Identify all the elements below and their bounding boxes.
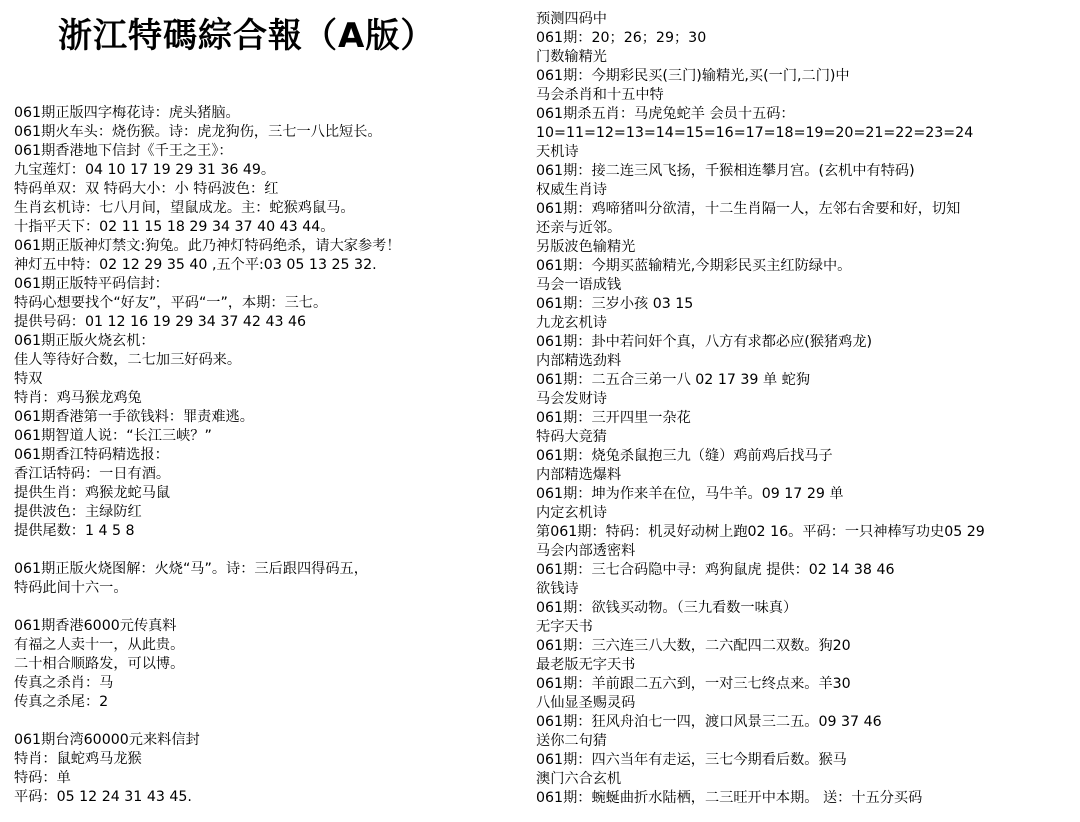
left-text-line: 提供生肖：鸡猴龙蛇马鼠: [14, 485, 171, 501]
left-text-line: 有福之人卖十一，从此贵。: [14, 637, 185, 653]
left-text-line: 061期智道人说：“长江三峡？”: [14, 428, 212, 444]
left-text-line: 061期正版火烧图解：火烧“马”。诗：三后跟四得码五，: [14, 561, 368, 577]
right-text-line: 061期：坤为作来羊在位，马牛羊。09 17 29 单: [536, 486, 844, 502]
left-text-line: 神灯五中特：02 12 29 35 40 ,五个平:03 05 13 25 32.: [14, 257, 377, 273]
right-text-line: 061期：烧兔杀鼠抱三九（缝）鸡前鸡后找马子: [536, 448, 833, 464]
right-text-line: 061期杀五肖：马虎兔蛇羊 会员十五码：: [536, 106, 795, 122]
right-text-line: 内部精选爆料: [536, 467, 622, 483]
right-text-line: 061期：今期彩民买(三门)输精光,买(一门,二门)中: [536, 68, 850, 84]
left-text-line: 十指平天下：02 11 15 18 29 34 37 40 43 44。: [14, 219, 335, 235]
left-text-line: 特双: [14, 371, 43, 387]
right-text-line: 061期：今期买蓝输精光,今期彩民买主红防绿中。: [536, 258, 852, 274]
right-text-line: 特码大竞猜: [536, 429, 607, 445]
left-text-line: 061期正版火烧玄机：: [14, 333, 155, 349]
left-text-line: 提供号码：01 12 16 19 29 34 37 42 43 46: [14, 314, 307, 330]
left-text-line: 特码：单: [14, 770, 71, 786]
right-text-line: 061期：三七合码隐中寻：鸡狗鼠虎 提供：02 14 38 46: [536, 562, 895, 578]
right-text-line: 九龙玄机诗: [536, 315, 607, 331]
left-text-line: 二十相合顺路发，可以博。: [14, 656, 185, 672]
right-text-line: 澳门六合玄机: [536, 771, 622, 787]
left-text-line: 传真之杀尾：2: [14, 694, 109, 710]
right-text-line: 061期：20；26；29；30: [536, 30, 707, 46]
left-text-line: 平码：05 12 24 31 43 45.: [14, 789, 192, 805]
right-column: [536, 10, 1076, 808]
right-text-line: 061期：三开四里一杂花: [536, 410, 691, 426]
right-text-line: 最老版无字天书: [536, 657, 636, 673]
left-text-line: 061期正版特平码信封：: [14, 276, 169, 292]
left-column: [14, 104, 524, 807]
blank-line: [14, 598, 524, 617]
right-text-line: 061期：三岁小孩 03 15: [536, 296, 694, 312]
right-text-line: 061期：卦中若问奸个真，八方有求都必应(猴猪鸡龙): [536, 334, 873, 350]
left-text-line: 特肖：鼠蛇鸡马龙猴: [14, 751, 142, 767]
left-text-line: 061期正版四字梅花诗：虎头猪脑。: [14, 105, 240, 121]
right-text-line: 权威生肖诗: [536, 182, 607, 198]
right-text-line: 八仙显圣赐灵码: [536, 695, 636, 711]
right-text-line: 内定玄机诗: [536, 505, 607, 521]
right-text-line: 061期：接二连三风飞扬，千猴相连攀月宫。(玄机中有特码): [536, 163, 915, 179]
left-text-line: 061期香港地下信封《千王之王》：: [14, 143, 233, 159]
right-text-line: 预测四码中: [536, 11, 607, 27]
right-text-line: 送你二句猜: [536, 733, 607, 749]
right-text-line: 无字天书: [536, 619, 593, 635]
right-text-line: 门数输精光: [536, 49, 607, 65]
blank-line: [14, 712, 524, 731]
left-text-line: 特码单双：双 特码大小：小 特码波色：红: [14, 181, 279, 197]
left-text-line: 061期香江特码精选报：: [14, 447, 169, 463]
right-text-line: 061期：狂风舟泊七一四，渡口风景三二五。09 37 46: [536, 714, 882, 730]
right-text-line: 另版波色输精光: [536, 239, 636, 255]
blank-line: [14, 541, 524, 560]
right-text-line: 马会发财诗: [536, 391, 607, 407]
left-text-line: 佳人等待好合数，二七加三好码来。: [14, 352, 242, 368]
right-text-line: 10=11=12=13=14=15=16=17=18=19=20=21=22=23=24: [536, 125, 974, 141]
left-text-line: 061期台湾60000元来料信封: [14, 732, 200, 748]
left-text-line: 生肖玄机诗：七八月间，望鼠成龙。主：蛇猴鸡鼠马。: [14, 200, 355, 216]
right-text-line: 061期：羊前跟二五六到，一对三七终点来。羊30: [536, 676, 851, 692]
page-title: 浙江特碼綜合報（A版）: [58, 16, 436, 56]
right-text-line: 061期：蜿蜒曲折水陆栖，二三旺开中本期。 送：十五分买码: [536, 790, 923, 806]
right-text-line: 马会一语成钱: [536, 277, 622, 293]
left-text-line: 特肖：鸡马猴龙鸡兔: [14, 390, 142, 406]
right-text-line: 061期：鸡啼猪叫分欲清，十二生肖隔一人，左邻右舍要和好，切知: [536, 201, 961, 217]
right-text-line: 马会内部透密料: [536, 543, 636, 559]
right-text-line: 061期：二五合三弟一八 02 17 39 单 蛇狗: [536, 372, 811, 388]
left-text-line: 特码心想要找个“好友”，平码“一”，本期：三七。: [14, 295, 328, 311]
right-text-line: 061期：欲钱买动物。（三九看数一味真）: [536, 600, 798, 616]
left-text-line: 提供尾数：1 4 5 8: [14, 523, 135, 539]
right-text-line: 还亲与近邻。: [536, 220, 622, 236]
left-text-line: 061期火车头：烧伤猴。诗：虎龙狗伤，三七一八比短长。: [14, 124, 382, 140]
left-text-line: 061期正版神灯禁文:狗兔。此乃神灯特码绝杀，请大家参考！: [14, 238, 401, 254]
left-text-line: 传真之杀肖：马: [14, 675, 114, 691]
right-text-line: 马会杀肖和十五中特: [536, 87, 664, 103]
right-text-line: 061期：四六当年有走运，三七今期看后数。猴马: [536, 752, 847, 768]
left-text-line: 香江话特码：一日有酒。: [14, 466, 171, 482]
right-text-line: 天机诗: [536, 144, 579, 160]
right-text-line: 内部精选劲料: [536, 353, 622, 369]
left-text-line: 061期香港6000元传真料: [14, 618, 177, 634]
left-text-line: 061期香港第一手欲钱料：罪责难逃。: [14, 409, 254, 425]
left-text-line: 提供波色：主绿防红: [14, 504, 142, 520]
right-text-line: 欲钱诗: [536, 581, 579, 597]
right-text-line: 第061期：特码：机灵好动树上跑02 16。平码：一只神棒写功史05 29: [536, 524, 985, 540]
left-text-line: 特码此间十六一。: [14, 580, 128, 596]
left-text-line: 九宝莲灯：04 10 17 19 29 31 36 49。: [14, 162, 276, 178]
right-text-line: 061期：三六连三八大数，二六配四二双数。狗20: [536, 638, 851, 654]
